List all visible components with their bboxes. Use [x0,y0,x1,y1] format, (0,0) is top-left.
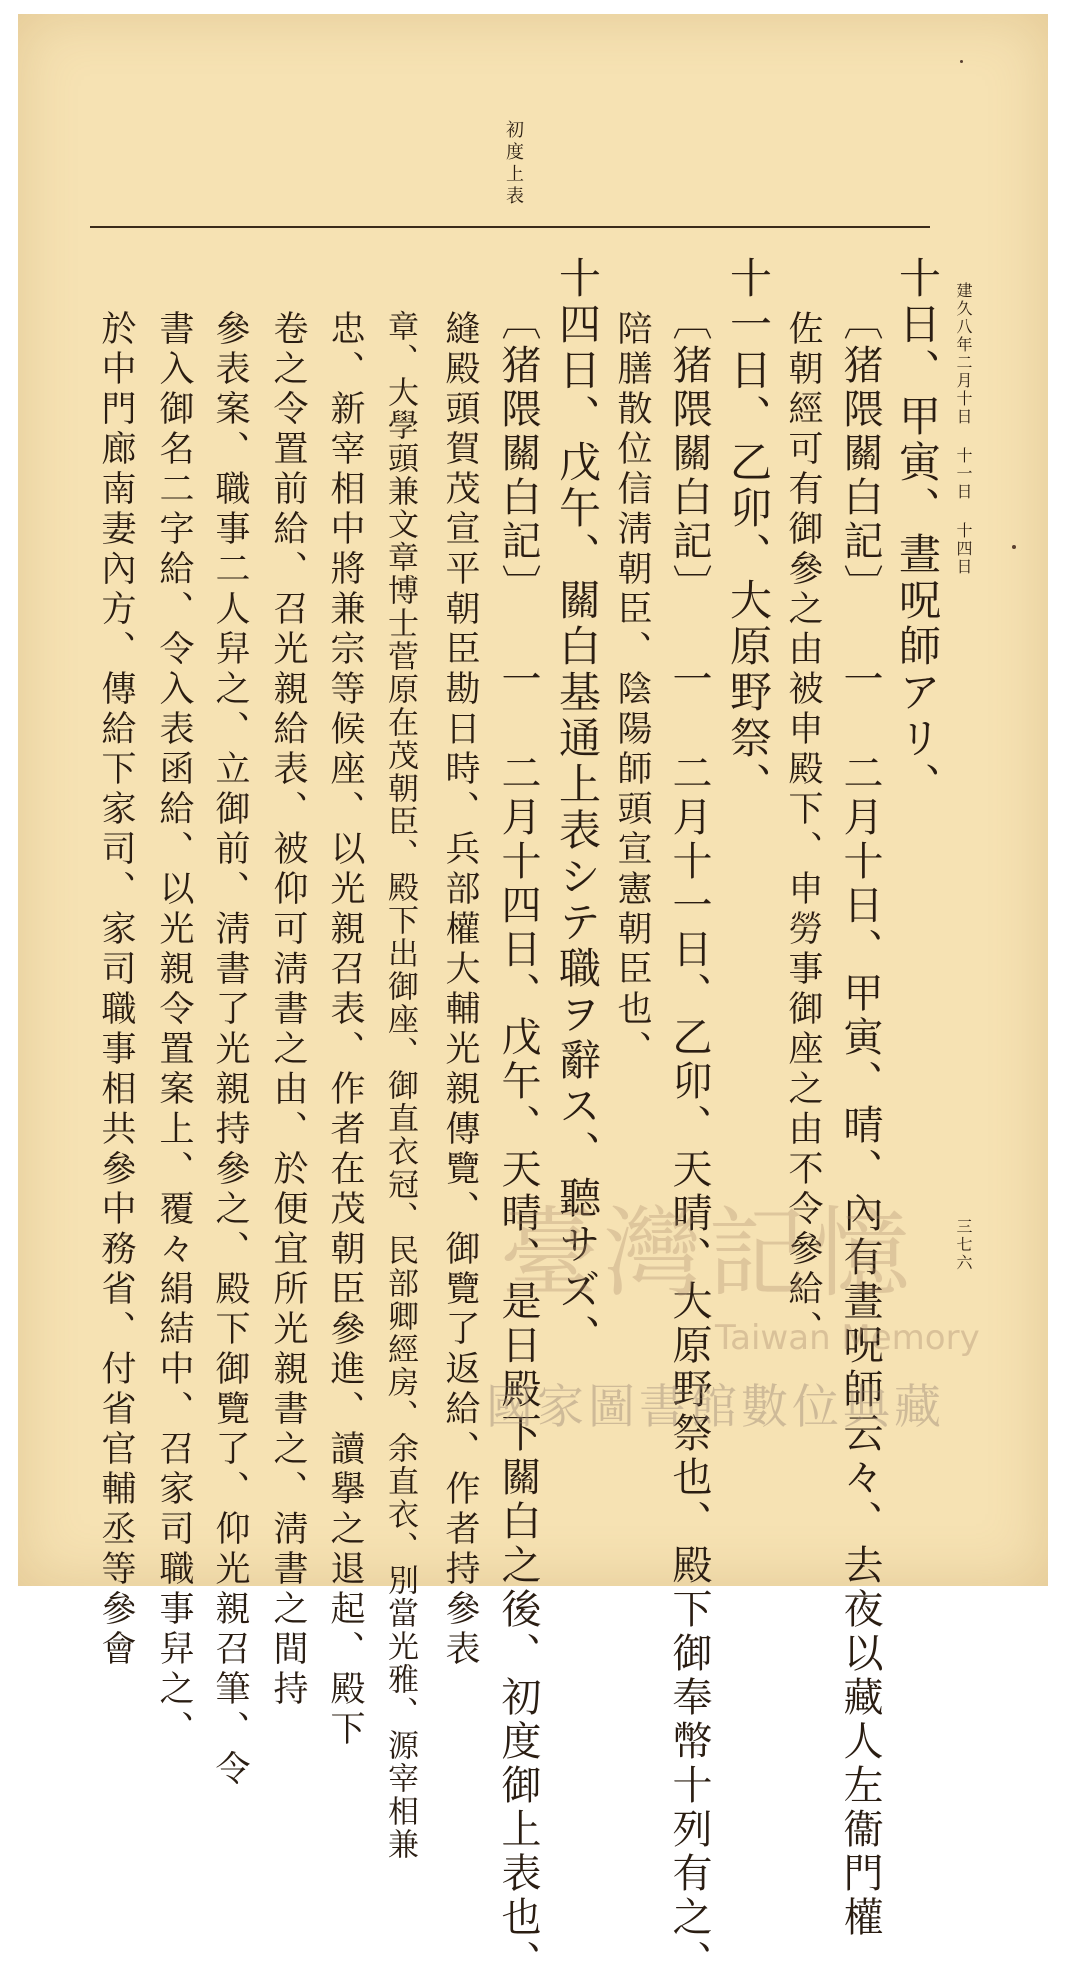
watermark-logo: 臺灣記憶 [500,1197,917,1311]
paper-speck [1012,545,1016,549]
text-column: 忠、新宰相中將兼宗等候座、以光親召表、作者在茂朝臣參進、讀擧之退起、殿下 [325,310,365,1750]
text-column: 佐朝經可有御參之由被申殿下、申勞事御座之由不令參給、 [783,310,823,1350]
text-column: 〔猪隈關白記〕 一 二月十一日、乙卯、天晴、大原野祭也、殿下御奉幣十列有之、 [666,300,712,1984]
page-number: 三七六 [954,1218,973,1272]
running-title: 初度上表 [503,120,524,208]
text-column: 章、大學頭兼文章博士菅原在茂朝臣、殿下出御座、御直衣冠、民部卿經房、余直衣、別當光雅、源宰相兼 [382,310,418,1861]
watermark-library: 國家圖書館數位典藏 [486,1380,945,1435]
paper-speck [960,60,963,63]
text-column: 〔猪隈關白記〕 一 二月十日、甲寅、晴、內有晝呪師云々、去夜以藏人左衞門權 [837,300,883,1940]
entry-heading: 十日、甲寅、晝呪師アリ、 [893,256,942,808]
entry-heading: 十一日、乙卯、大原野祭、 [724,256,773,808]
text-column: 參表案、職事二人舁之、立御前、淸書了光親持參之、殿下御覽了、仰光親召筆、令 [210,310,250,1790]
text-column: 於中門廊南妻內方、傳給下家司、家司職事相共參中務省、付省官輔丞等參會 [96,310,136,1670]
text-column: 陪膳散位信淸朝臣、陰陽師頭宣憲朝臣也、 [612,310,652,1070]
watermark-english: Taiwan Memory [715,1318,980,1358]
entry-heading: 十四日、戊午、關白基通上表シテ職ヲ辭ス、聽サズ、 [553,256,602,1360]
text-column: 書入御名二字給、令入表函給、以光親令置案上、覆々絹結中、召家司職事舁之、 [154,310,194,1750]
header-rule [90,226,930,228]
date-header: 建久八年二月十日 十一日 十四日 [954,282,973,576]
text-column: 〔猪隈關白記〕 一 二月十四日、戊午、天晴、是日殿下關白之後、初度御上表也、 [495,300,541,1984]
text-column: 卷之令置前給、召光親給表、被仰可淸書之由、於便宜所光親書之、淸書之間持 [268,310,308,1710]
text-column: 縫殿頭賀茂宣平朝臣勘日時、兵部權大輔光親傳覽、御覽了返給、作者持參表 [440,310,480,1670]
